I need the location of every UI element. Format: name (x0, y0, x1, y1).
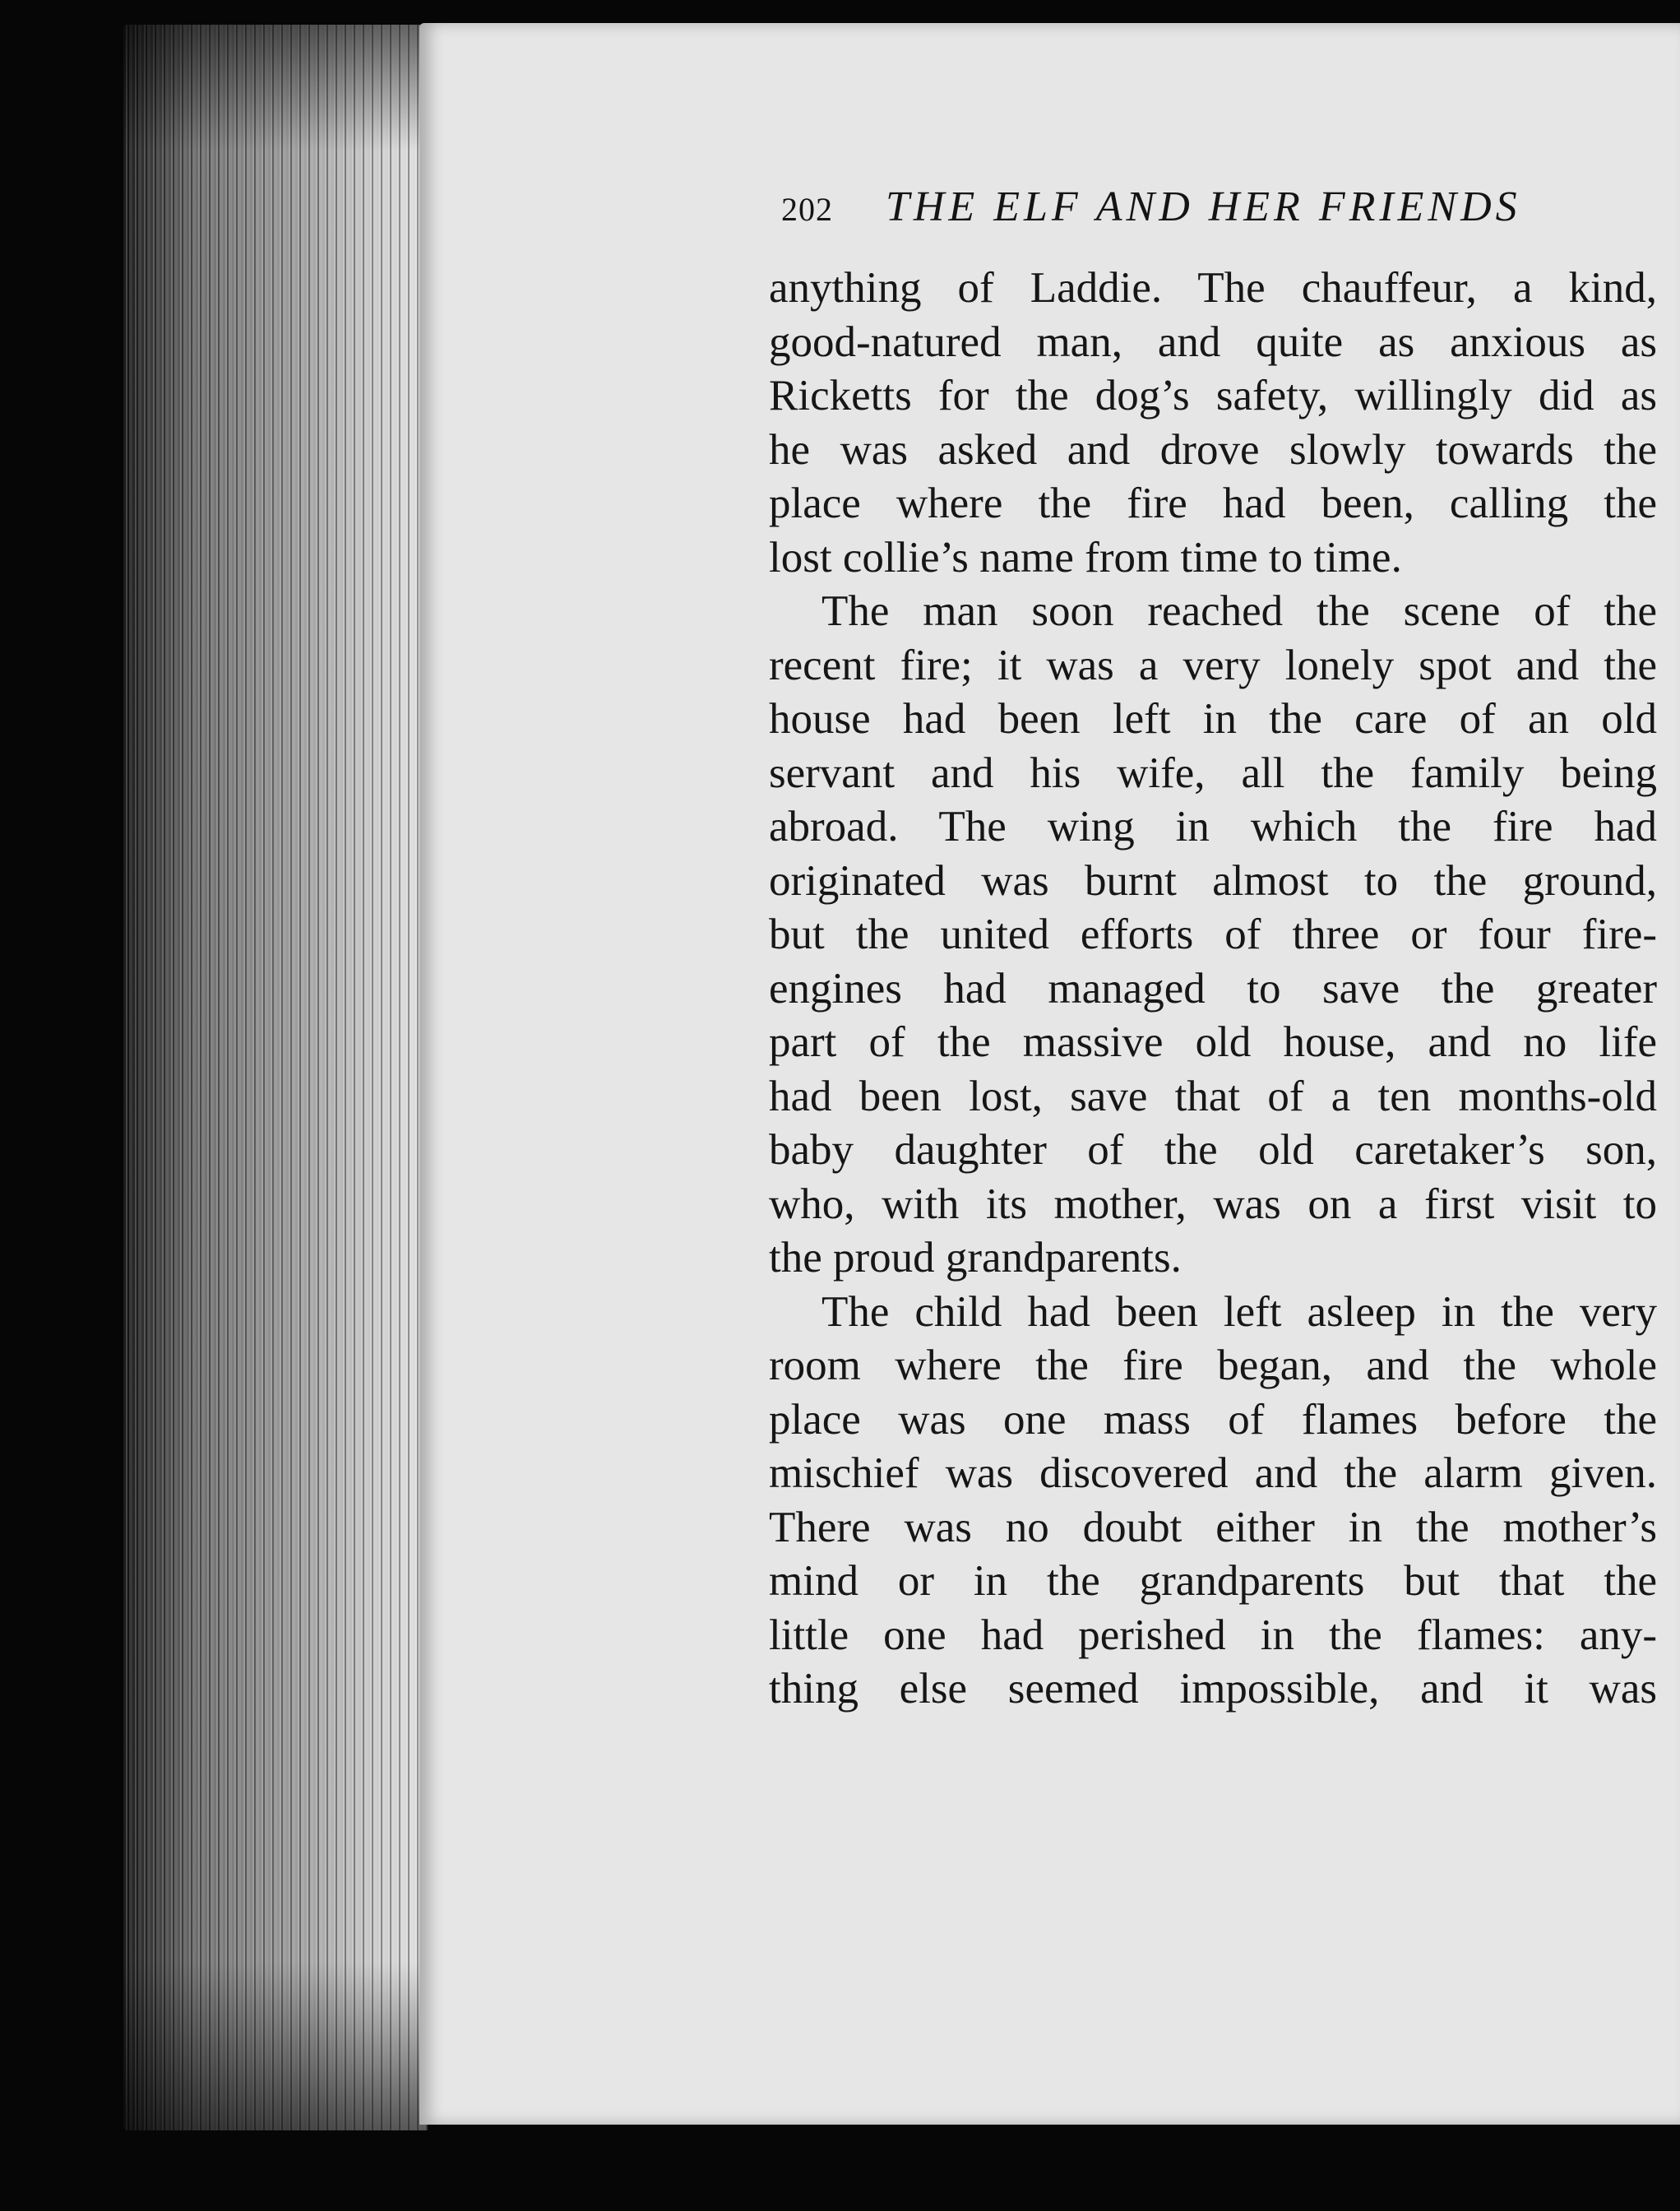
text-line: servant and his wife, all the family being (769, 749, 1657, 797)
text-line: mind or in the grandparents but that the (769, 1557, 1657, 1605)
text-line: lost collie’s name from time to time. (769, 533, 1402, 582)
paragraph (769, 585, 1657, 1286)
text-line: house had been left in the care of an old (769, 695, 1657, 743)
text-line: engines had managed to save the greater (769, 964, 1657, 1013)
text-line: had been lost, save that of a ten months-old (769, 1072, 1657, 1120)
text-line: little one had perished in the flames: any- (769, 1611, 1657, 1659)
paragraph (769, 262, 1657, 585)
text-line: The child had been left asleep in the very (821, 1287, 1657, 1336)
text-line: thing else seemed impossible, and it was (769, 1665, 1657, 1713)
text-line: room where the fire began, and the whole (769, 1342, 1657, 1389)
text-line: place where the fire had been, calling the (769, 480, 1657, 527)
text-line: Ricketts for the dog’s safety, willingly did as (769, 372, 1657, 419)
text-line: but the united efforts of three or four fire- (769, 911, 1657, 958)
text-line: recent fire; it was a very lonely spot and the (769, 641, 1657, 689)
text-line: abroad. The wing in which the fire had (769, 803, 1657, 851)
text-line: who, with its mother, was on a first visit to (769, 1180, 1657, 1228)
text-line: place was one mass of flames before the (769, 1395, 1657, 1444)
text-line: The man soon reached the scene of the (821, 587, 1657, 635)
page-edges-shadow (123, 25, 428, 2130)
running-head-title: THE ELF AND HER FRIENDS (886, 183, 1521, 230)
text-line: mischief was discovered and the alarm given. (769, 1449, 1657, 1497)
paragraph (769, 1286, 1657, 1717)
text-line: he was asked and drove slowly towards the (769, 425, 1657, 474)
text-line: anything of Laddie. The chauffeur, a kind, (769, 264, 1657, 312)
text-line: good-natured man, and quite as anxious as (769, 318, 1657, 366)
text-line: the proud grandparents. (769, 1234, 1182, 1282)
running-head (781, 183, 1604, 240)
text-line: part of the massive old house, and no life (769, 1018, 1657, 1066)
text-line: originated was burnt almost to the ground, (769, 856, 1657, 905)
body-text (769, 262, 1657, 1717)
page-number: 202 (781, 191, 833, 228)
text-line: baby daughter of the old caretaker’s son, (769, 1126, 1657, 1174)
text-line: There was no doubt either in the mother’s (769, 1503, 1657, 1551)
